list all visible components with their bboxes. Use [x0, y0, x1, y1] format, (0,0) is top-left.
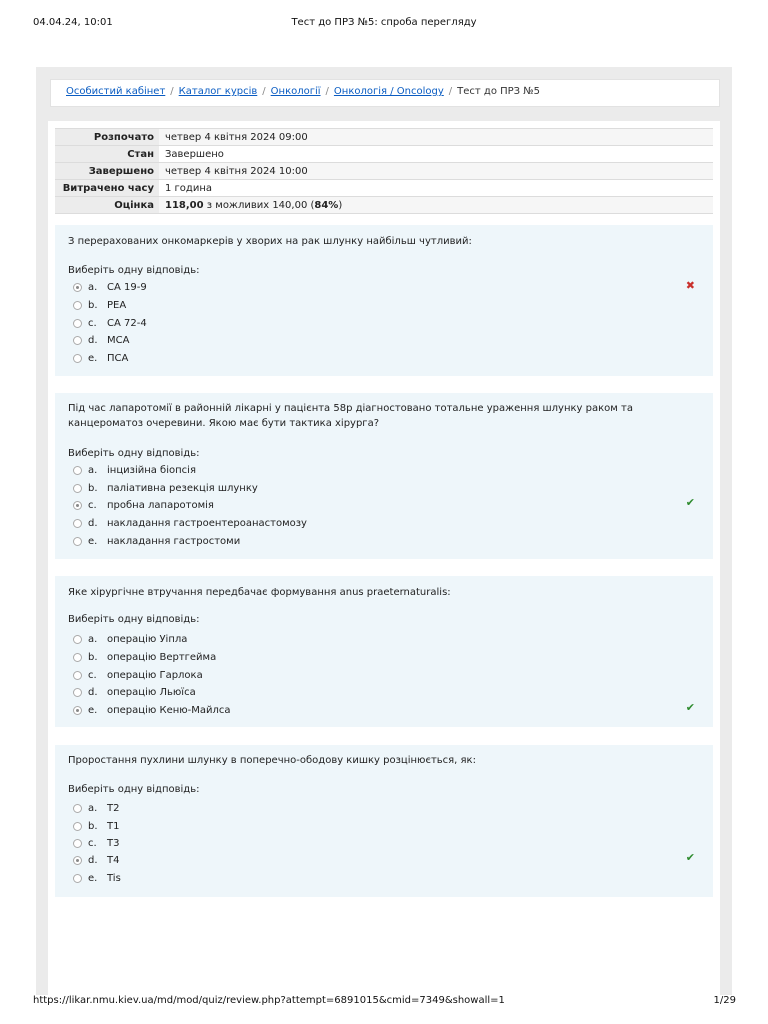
correct-icon: ✔ — [685, 496, 695, 509]
option-label: Tis — [107, 872, 121, 884]
option-letter: a. — [88, 281, 98, 293]
option-letter: d. — [88, 686, 98, 698]
print-page-number: 1/29 — [713, 995, 736, 1006]
breadcrumb-link-dashboard[interactable]: Особистий кабінет — [66, 86, 166, 97]
option-label: інцизійна біопсія — [107, 464, 196, 476]
radio-button[interactable] — [73, 856, 82, 865]
answer-option[interactable] — [73, 497, 214, 513]
print-url: https://likar.nmu.kiev.ua/md/mod/quiz/review.php?attempt=6891015&cmid=7349&showall=1 — [33, 995, 505, 1006]
option-letter: b. — [88, 299, 98, 311]
option-letter: e. — [88, 535, 98, 547]
answer-option[interactable] — [73, 462, 196, 478]
grade-close: ) — [338, 199, 343, 211]
print-footer — [0, 995, 768, 1009]
breadcrumb-separator: / — [170, 86, 174, 97]
option-letter: e. — [88, 872, 98, 884]
radio-button[interactable] — [73, 671, 82, 680]
radio-button[interactable] — [73, 501, 82, 510]
answer-option[interactable] — [73, 852, 119, 868]
answer-option[interactable] — [73, 631, 187, 647]
breadcrumb-link-course-catalog[interactable]: Каталог курсів — [178, 86, 258, 97]
summary-value: 1 година — [159, 180, 713, 197]
summary-row — [55, 146, 713, 163]
option-label: CA 72-4 — [107, 317, 147, 329]
answer-option[interactable] — [73, 667, 203, 683]
option-label: T3 — [107, 837, 120, 849]
radio-button[interactable] — [73, 301, 82, 310]
answer-option[interactable] — [73, 702, 231, 718]
radio-button[interactable] — [73, 706, 82, 715]
question-2 — [55, 393, 713, 559]
option-label: паліативна резекція шлунку — [107, 482, 258, 494]
radio-button[interactable] — [73, 874, 82, 883]
breadcrumb-separator: / — [325, 86, 329, 97]
option-letter: a. — [88, 633, 98, 645]
answer-prompt: Виберіть одну відповідь: — [68, 448, 200, 459]
answer-prompt: Виберіть одну відповідь: — [68, 784, 200, 795]
breadcrumb-current: Тест до ПРЗ №5 — [457, 86, 541, 97]
radio-button[interactable] — [73, 466, 82, 475]
option-letter: c. — [88, 669, 97, 681]
option-letter: e. — [88, 704, 98, 716]
answer-option[interactable] — [73, 533, 240, 549]
radio-button[interactable] — [73, 354, 82, 363]
question-3 — [55, 576, 713, 727]
grade-label: Оцінка — [55, 197, 159, 214]
radio-button[interactable] — [73, 283, 82, 292]
answer-option[interactable] — [73, 515, 307, 531]
option-label: PEA — [107, 299, 127, 311]
option-letter: e. — [88, 352, 98, 364]
answer-option[interactable] — [73, 800, 119, 816]
option-letter: c. — [88, 499, 97, 511]
option-label: операцію Уіпла — [107, 633, 188, 645]
summary-value: четвер 4 квітня 2024 10:00 — [159, 163, 713, 180]
option-label: ПСА — [107, 352, 129, 364]
radio-button[interactable] — [73, 688, 82, 697]
question-text: Під час лапаротомії в районній лікарні у пацієнта 58р діагностовано тотальне ураження шлунку раком та канцероматоз очеревини. Якою має бути тактика хірурга? — [68, 403, 633, 429]
option-label: операцію Вертгейма — [107, 651, 217, 663]
summary-row — [55, 129, 713, 146]
radio-button[interactable] — [73, 804, 82, 813]
summary-row — [55, 163, 713, 180]
option-label: операцію Кеню-Майлса — [107, 704, 231, 716]
answer-option[interactable] — [73, 870, 121, 886]
attempt-summary-table — [55, 128, 713, 214]
breadcrumb-link-oncology-course[interactable]: Онкологія / Oncology — [333, 86, 444, 97]
radio-button[interactable] — [73, 822, 82, 831]
grade-value — [159, 197, 713, 214]
radio-button[interactable] — [73, 484, 82, 493]
option-letter: a. — [88, 802, 98, 814]
option-label: операцію Льюїса — [107, 686, 196, 698]
radio-button[interactable] — [73, 839, 82, 848]
question-text: З перерахованих онкомаркерів у хворих на рак шлунку найбільш чутливий: — [68, 236, 472, 247]
answer-option[interactable] — [73, 315, 147, 331]
option-label: T1 — [107, 820, 120, 832]
incorrect-icon: ✖ — [685, 279, 695, 292]
question-text: Яке хірургічне втручання передбачає формування anus praeternaturalis: — [68, 587, 451, 598]
summary-label: Розпочато — [55, 129, 159, 146]
answer-option[interactable] — [73, 279, 147, 295]
question-4 — [55, 745, 713, 897]
option-letter: b. — [88, 651, 98, 663]
option-letter: c. — [88, 837, 97, 849]
grade-score: 118,00 — [165, 199, 204, 211]
print-header — [0, 0, 768, 40]
question-text: Проростання пухлини шлунку в поперечно-ободову кишку розцінюється, як: — [68, 755, 476, 766]
answer-option[interactable] — [73, 684, 196, 700]
answer-prompt: Виберіть одну відповідь: — [68, 265, 200, 276]
summary-label: Завершено — [55, 163, 159, 180]
option-label: MCA — [107, 334, 130, 346]
answer-option[interactable] — [73, 332, 129, 348]
option-label: накладання гастроентероанастомозу — [107, 517, 307, 529]
summary-value: Завершено — [159, 146, 713, 163]
page-frame — [36, 67, 732, 995]
radio-button[interactable] — [73, 635, 82, 644]
summary-row-grade — [55, 197, 713, 214]
answer-option[interactable] — [73, 480, 258, 496]
grade-max: з можливих 140,00 ( — [203, 199, 315, 211]
answer-option[interactable] — [73, 649, 216, 665]
print-date: 04.04.24, 10:01 — [33, 17, 113, 28]
option-letter: a. — [88, 464, 98, 476]
option-label: T4 — [107, 854, 120, 866]
breadcrumb-link-oncology-category[interactable]: Онкології — [270, 86, 321, 97]
option-label: пробна лапаротомія — [107, 499, 214, 511]
breadcrumb-separator: / — [448, 86, 453, 97]
breadcrumb-separator: / — [262, 86, 266, 97]
radio-button[interactable] — [73, 519, 82, 528]
option-letter: b. — [88, 820, 98, 832]
answer-option[interactable] — [73, 350, 128, 366]
grade-percent: 84% — [314, 199, 339, 211]
correct-icon: ✔ — [685, 851, 695, 864]
option-label: CA 19-9 — [107, 281, 147, 293]
option-label: накладання гастростоми — [107, 535, 241, 547]
summary-value: четвер 4 квітня 2024 09:00 — [159, 129, 713, 146]
option-letter: d. — [88, 517, 98, 529]
print-title: Тест до ПРЗ №5: спроба перегляду — [291, 17, 477, 28]
question-1 — [55, 225, 713, 376]
option-letter: c. — [88, 317, 97, 329]
option-label: T2 — [107, 802, 120, 814]
option-label: операцію Гарлока — [107, 669, 203, 681]
answer-option[interactable] — [73, 297, 126, 313]
option-letter: d. — [88, 334, 98, 346]
option-letter: b. — [88, 482, 98, 494]
quiz-review-content — [48, 121, 720, 1001]
radio-button[interactable] — [73, 319, 82, 328]
option-letter: d. — [88, 854, 98, 866]
summary-label: Стан — [55, 146, 159, 163]
radio-button[interactable] — [73, 336, 82, 345]
summary-label: Витрачено часу — [55, 180, 159, 197]
breadcrumb — [50, 79, 720, 107]
summary-row — [55, 180, 713, 197]
radio-button[interactable] — [73, 537, 82, 546]
radio-button[interactable] — [73, 653, 82, 662]
answer-prompt: Виберіть одну відповідь: — [68, 614, 200, 625]
answer-option[interactable] — [73, 835, 119, 851]
answer-option[interactable] — [73, 818, 119, 834]
correct-icon: ✔ — [685, 701, 695, 714]
